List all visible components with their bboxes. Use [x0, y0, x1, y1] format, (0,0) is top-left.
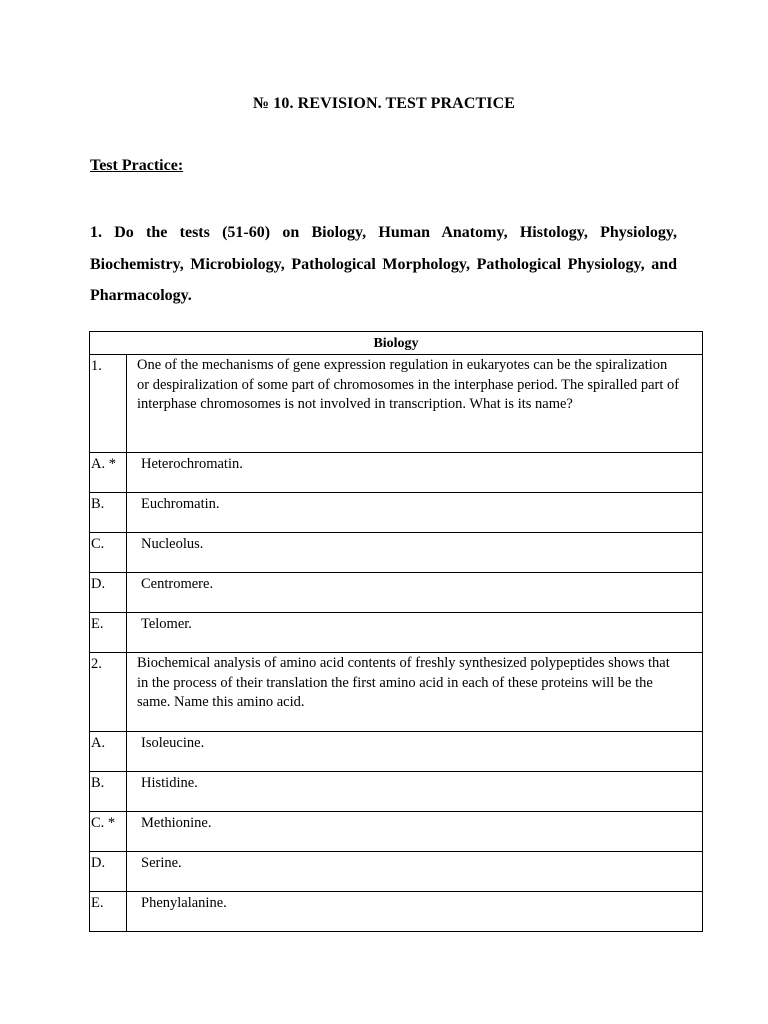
question-row [90, 652, 703, 731]
option-label: B. [90, 771, 127, 811]
option-row [90, 532, 703, 572]
option-text: Euchromatin. [127, 492, 703, 532]
option-row [90, 891, 703, 931]
page-title: № 10. REVISION. TEST PRACTICE [252, 95, 515, 112]
option-row [90, 731, 703, 771]
option-row [90, 452, 703, 492]
option-row [90, 851, 703, 891]
question-number: 1. [90, 354, 127, 452]
option-row [90, 492, 703, 532]
section-heading: Test Practice: [90, 157, 184, 174]
option-row [90, 572, 703, 612]
option-label: E. [90, 891, 127, 931]
option-text: Heterochromatin. [127, 452, 703, 492]
option-label: C. [90, 532, 127, 572]
option-label: D. [90, 572, 127, 612]
option-label: E. [90, 612, 127, 652]
option-row [90, 811, 703, 851]
subject-title: Biology [90, 332, 703, 355]
option-text: Histidine. [127, 771, 703, 811]
question-row [90, 354, 703, 452]
option-label: B. [90, 492, 127, 532]
option-row [90, 771, 703, 811]
subject-row [90, 332, 703, 355]
question-text: Biochemical analysis of amino acid contents of freshly synthesized polypeptides shows that in the process of their translation the first amino acid in each of these proteins will be the same. Name this amino acid. [127, 652, 703, 731]
option-text: Phenylalanine. [127, 891, 703, 931]
option-text: Isoleucine. [127, 731, 703, 771]
option-label: A. * [90, 452, 127, 492]
option-text: Centromere. [127, 572, 703, 612]
option-row [90, 612, 703, 652]
task-instruction: 1. Do the tests (51-60) on Biology, Human Anatomy, Histology, Physiology, Biochemistry, Microbiology, Pathological Morphology, Pathological Physiology, and Pharmacology. [90, 224, 677, 304]
option-text: Nucleolus. [127, 532, 703, 572]
question-text: One of the mechanisms of gene expression regulation in eukaryotes can be the spiralization or despiralization of some part of chromosomes in the interphase period. The spiralled part of interphase chromosomes is not involved in transcription. What is its name? [127, 354, 703, 452]
option-label: D. [90, 851, 127, 891]
option-text: Serine. [127, 851, 703, 891]
test-table [89, 331, 703, 932]
option-label: C. * [90, 811, 127, 851]
question-number: 2. [90, 652, 127, 731]
option-text: Telomer. [127, 612, 703, 652]
option-text: Methionine. [127, 811, 703, 851]
option-label: A. [90, 731, 127, 771]
